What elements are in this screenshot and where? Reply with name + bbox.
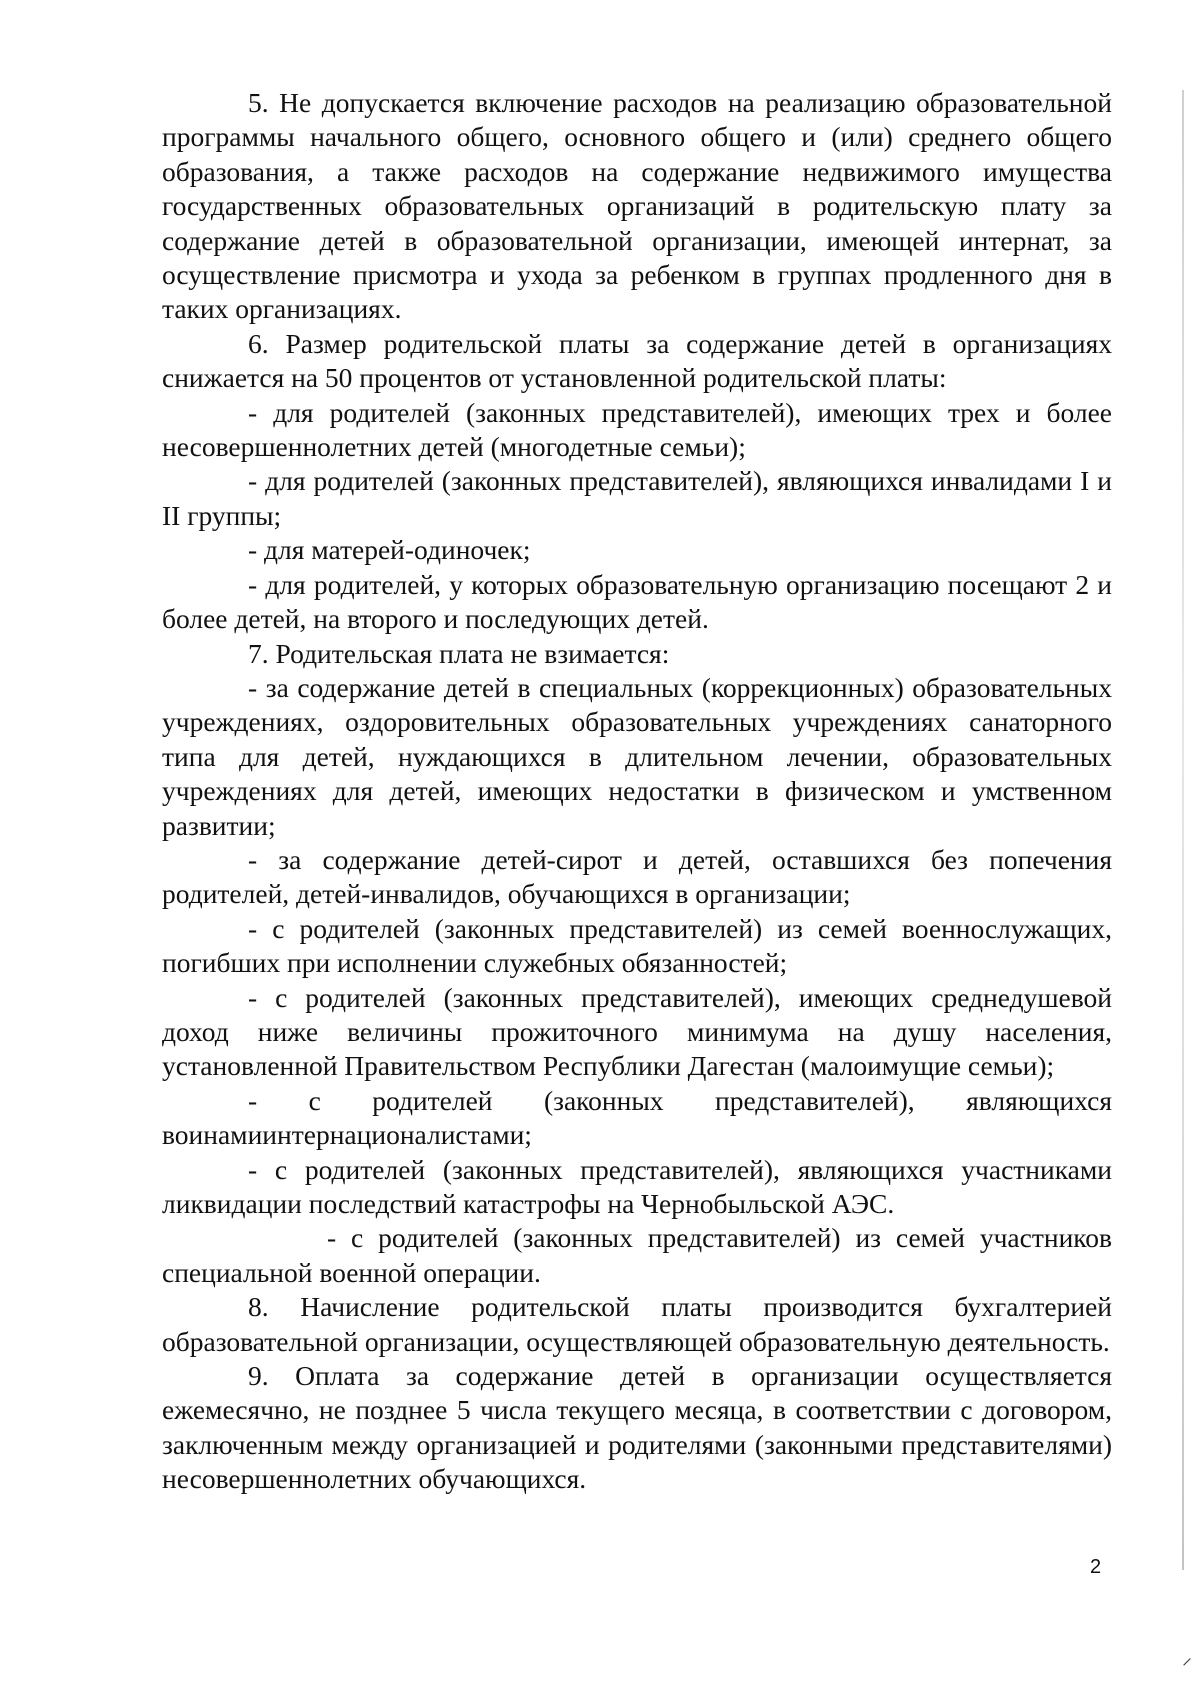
paragraph-8: 8. Начисление родительской платы производится бухгалтерией образовательной организации, осуществляющей образовательную деятельность. [162,1291,1112,1357]
list-item-special-operation: - с родителей (законных представителей) из семей участников специальной военной операции. [162,1222,1112,1288]
list-item-disabled-parents: - для родителей (законных представителей), являющихся инвалидами I и II группы; [162,465,1112,531]
list-item-military-families: - с родителей (законных представителей) из семей военнослужащих, погибших при исполнении служебных обязанностей; [162,912,1112,979]
list-item-orphans: - за содержание детей-сирот и детей, оставшихся без попечения родителей, детей-инвалидов, обучающихся в организации; [162,843,1112,910]
list-item-low-income: - с родителей (законных представителей), имеющих среднедушевой доход ниже величины прожиточного минимума на душу населения, установленной Правительством Республики Дагестан (малоимущие семьи); [162,981,1112,1082]
list-item-large-families: - для родителей (законных представителей), имеющих трех и более несовершеннолетних детей (многодетные семьи); [162,396,1112,463]
scan-edge-line [1182,90,1184,1570]
list-item-second-child: - для родителей, у которых образовательную организацию посещают 2 и более детей, на второго и последующих детей. [162,568,1112,635]
list-item-special-institutions: - за содержание детей в специальных (коррекционных) образовательных учреждениях, оздоровительных образовательных учреждениях санаторного типа для детей, нуждающихся в длительном лечении, образовательных учреждениях для детей, имеющих недостатки в физическом и умственном развитии; [162,671,1112,841]
paragraph-6: 6. Размер родительской платы за содержание детей в организациях снижается на 50 процентов от установленной родительской платы: [162,327,1112,394]
paragraph-9: 9. Оплата за содержание детей в организации осуществляется ежемесячно, не позднее 5 числа текущего месяца, в соответствии с договором, заключенным между организацией и родителями (законными представителями) несовершеннолетних обучающихся. [162,1360,1112,1495]
list-item-chernobyl: - с родителей (законных представителей), являющихся участниками ликвидации последствий катастрофы на Чернобыльской АЭС. [162,1153,1112,1219]
paragraph-7: 7. Родительская плата не взимается: [248,637,670,669]
scan-corner-mark: ⸝ [1182,1647,1192,1669]
list-item-internationalists: - с родителей (законных представителей), являющихся воинамиинтернационалистами; [162,1084,1112,1151]
paragraph-5: 5. Не допускается включение расходов на реализацию образовательной программы начального общего, основного общего и (или) среднего общего образования, а также расходов на содержание недвижимого имущества государственных образовательных организаций в родительскую плату за содержание детей в образовательной организации, имеющей интернат, за осуществление присмотра и ухода за ребенком в группах продленного дня в таких организациях. [162,87,1112,325]
document-body [162,86,1112,1497]
page-number: 2 [1090,1556,1102,1578]
list-item-single-mothers: - для матерей-одиночек; [248,534,531,566]
